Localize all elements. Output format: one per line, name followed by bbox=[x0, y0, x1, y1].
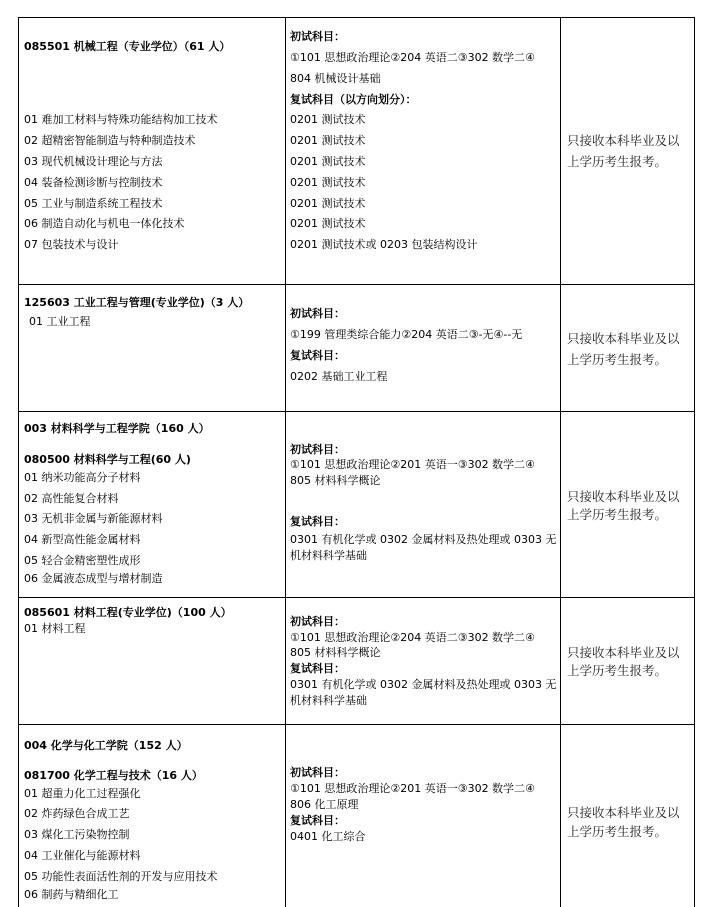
direction-item: 04 装备检测诊断与控制技术 bbox=[24, 176, 163, 189]
note-line: 只接收本科毕业及以 bbox=[567, 645, 680, 660]
prelim-line: 806 化工原理 bbox=[290, 798, 359, 811]
admissions-table bbox=[18, 17, 695, 907]
table-row bbox=[18, 285, 695, 412]
direction-item: 03 现代机械设计理论与方法 bbox=[24, 155, 163, 168]
direction-item: 01 工业工程 bbox=[29, 315, 91, 328]
retest-line: 0201 测试技术 bbox=[290, 113, 366, 126]
school-title: 004 化学与化工学院（152 人） bbox=[24, 739, 188, 752]
major-cell bbox=[19, 725, 286, 907]
prelim-line: ①101 思想政治理论②201 英语一③302 数学二④ bbox=[290, 458, 535, 471]
direction-item: 06 制药与精细化工 bbox=[24, 888, 119, 901]
note-line: 只接收本科毕业及以 bbox=[567, 133, 680, 148]
direction-item: 01 纳米功能高分子材料 bbox=[24, 471, 141, 484]
exam-subjects-cell bbox=[286, 285, 561, 411]
direction-item: 03 煤化工污染物控制 bbox=[24, 828, 130, 841]
retest-line: 0202 基础工业工程 bbox=[290, 370, 388, 383]
prelim-line: 804 机械设计基础 bbox=[290, 72, 381, 85]
major-cell bbox=[19, 412, 286, 597]
exam-subjects-cell bbox=[286, 598, 561, 724]
direction-item: 04 工业催化与能源材料 bbox=[24, 849, 141, 862]
direction-item: 03 无机非金属与新能源材料 bbox=[24, 512, 163, 525]
direction-item: 01 超重力化工过程强化 bbox=[24, 787, 141, 800]
note-line: 只接收本科毕业及以 bbox=[567, 489, 680, 504]
table-row bbox=[18, 725, 695, 907]
note-line: 只接收本科毕业及以 bbox=[567, 805, 680, 820]
exam-subjects-cell bbox=[286, 725, 561, 907]
note-line: 上学历考生报考。 bbox=[567, 352, 668, 367]
retest-line: 0301 有机化学或 0302 金属材料及热处理或 0303 无 bbox=[290, 678, 557, 691]
prelim-line: 805 材料科学概论 bbox=[290, 646, 381, 659]
note-line: 只接收本科毕业及以 bbox=[567, 331, 680, 346]
prelim-label: 初试科目： bbox=[290, 443, 345, 456]
prelim-line: 805 材料科学概论 bbox=[290, 474, 381, 487]
note-cell bbox=[561, 285, 694, 411]
retest-line: 0201 测试技术 bbox=[290, 155, 366, 168]
school-title: 003 材料科学与工程学院（160 人） bbox=[24, 422, 210, 435]
note-cell bbox=[561, 725, 694, 907]
prelim-label: 初试科目： bbox=[290, 30, 345, 43]
note-cell bbox=[561, 412, 694, 597]
direction-item: 05 轻合金精密塑性成形 bbox=[24, 554, 141, 567]
retest-label: 复试科目： bbox=[290, 515, 345, 528]
prelim-line: ①199 管理类综合能力②204 英语二③-无④--无 bbox=[290, 328, 523, 341]
table-row bbox=[18, 598, 695, 725]
exam-subjects-cell bbox=[286, 18, 561, 284]
table-row bbox=[18, 412, 695, 598]
note-line: 上学历考生报考。 bbox=[567, 507, 668, 522]
prelim-line: ①101 思想政治理论②201 英语一③302 数学二④ bbox=[290, 782, 535, 795]
retest-line: 0201 测试技术 bbox=[290, 134, 366, 147]
direction-item: 02 超精密智能制造与特种制造技术 bbox=[24, 134, 196, 147]
prelim-label: 初试科目： bbox=[290, 766, 345, 779]
major-cell bbox=[19, 285, 286, 411]
direction-item: 04 新型高性能金属材料 bbox=[24, 533, 141, 546]
note-line: 上学历考生报考。 bbox=[567, 154, 668, 169]
note-line: 上学历考生报考。 bbox=[567, 824, 668, 839]
retest-label: 复试科目： bbox=[290, 814, 345, 827]
prelim-line: ①101 思想政治理论②204 英语二③302 数学二④ bbox=[290, 51, 535, 64]
major-title: 125603 工业工程与管理(专业学位)（3 人） bbox=[24, 296, 250, 309]
direction-item: 01 材料工程 bbox=[24, 622, 86, 635]
major-cell bbox=[19, 18, 286, 284]
direction-item: 06 金属液态成型与增材制造 bbox=[24, 572, 163, 585]
direction-item: 02 炸药绿色合成工艺 bbox=[24, 807, 130, 820]
retest-label: 复试科目： bbox=[290, 349, 345, 362]
retest-label: 复试科目： bbox=[290, 662, 345, 675]
table-row bbox=[18, 17, 695, 285]
direction-item: 06 制造自动化与机电一体化技术 bbox=[24, 217, 185, 230]
retest-label: 复试科目（以方向划分）： bbox=[290, 93, 417, 106]
retest-line: 0201 测试技术或 0203 包装结构设计 bbox=[290, 238, 478, 251]
note-cell bbox=[561, 598, 694, 724]
exam-subjects-cell bbox=[286, 412, 561, 597]
retest-line: 0201 测试技术 bbox=[290, 217, 366, 230]
direction-item: 02 高性能复合材料 bbox=[24, 492, 119, 505]
major-title: 081700 化学工程与技术（16 人） bbox=[24, 769, 203, 782]
note-line: 上学历考生报考。 bbox=[567, 663, 668, 678]
major-title: 085601 材料工程(专业学位)（100 人） bbox=[24, 606, 232, 619]
retest-line: 机材料科学基础 bbox=[290, 694, 367, 707]
retest-line: 0201 测试技术 bbox=[290, 176, 366, 189]
major-cell bbox=[19, 598, 286, 724]
retest-line: 0301 有机化学或 0302 金属材料及热处理或 0303 无 bbox=[290, 533, 557, 546]
prelim-label: 初试科目： bbox=[290, 615, 345, 628]
retest-line: 机材料科学基础 bbox=[290, 549, 367, 562]
direction-item: 01 难加工材料与特殊功能结构加工技术 bbox=[24, 113, 218, 126]
retest-line: 0401 化工综合 bbox=[290, 830, 366, 843]
major-title: 080500 材料科学与工程(60 人) bbox=[24, 453, 191, 466]
prelim-label: 初试科目： bbox=[290, 307, 345, 320]
direction-item: 05 功能性表面活性剂的开发与应用技术 bbox=[24, 870, 218, 883]
prelim-line: ①101 思想政治理论②204 英语二③302 数学二④ bbox=[290, 631, 535, 644]
retest-line: 0201 测试技术 bbox=[290, 197, 366, 210]
major-title: 085501 机械工程（专业学位）（61 人） bbox=[24, 40, 231, 53]
direction-item: 07 包装技术与设计 bbox=[24, 238, 119, 251]
direction-item: 05 工业与制造系统工程技术 bbox=[24, 197, 163, 210]
note-cell bbox=[561, 18, 694, 284]
